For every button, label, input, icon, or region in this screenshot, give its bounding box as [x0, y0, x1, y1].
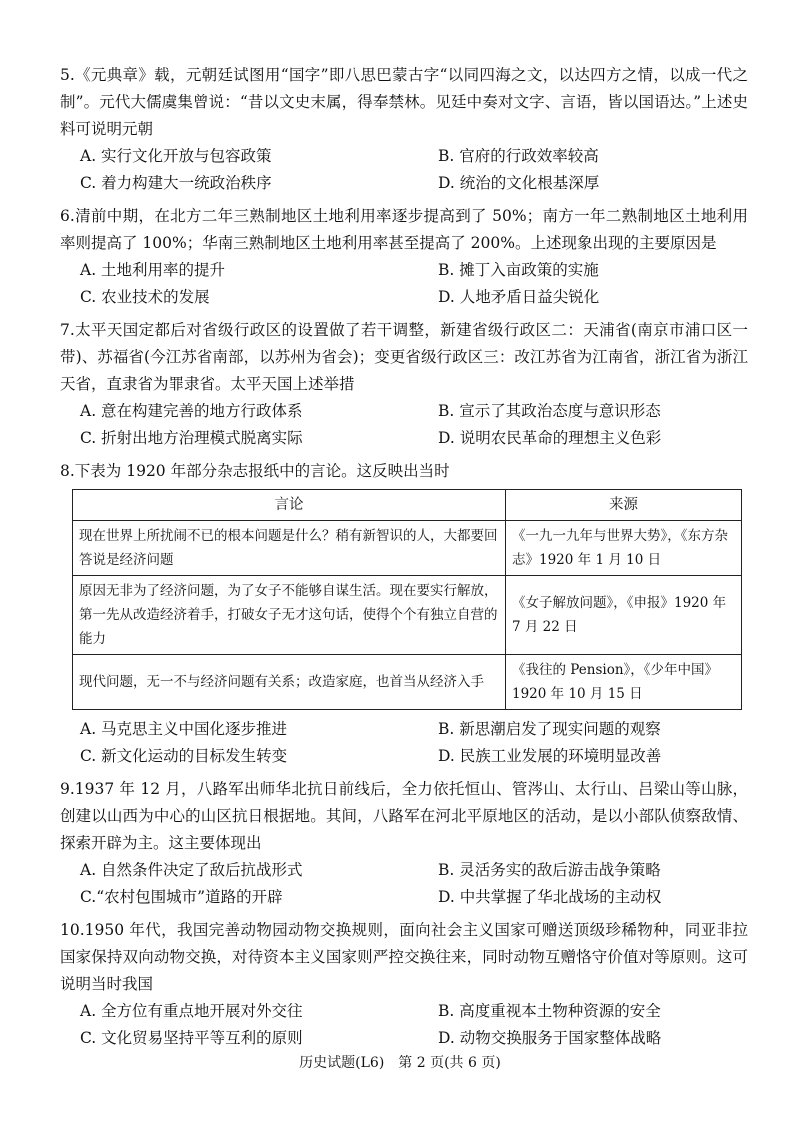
option-a: A. 意在构建完善的地方行政体系: [80, 402, 303, 420]
options-group: [60, 716, 748, 770]
question-5: [60, 62, 748, 197]
option-d: D. 动物交换服务于国家整体战略: [438, 1029, 662, 1047]
option-d: D. 说明农民革命的理想主义色彩: [438, 429, 662, 447]
option-d: D. 中共掌握了华北战场的主动权: [438, 888, 662, 906]
option-d: D. 民族工业发展的环境明显改善: [438, 747, 662, 765]
table-row: [73, 521, 742, 576]
quotes-table: [72, 489, 742, 710]
question-stem: 5.《元典章》载，元朝廷试图用“国字”即八思巴蒙古字“以同四海之文，以达四方之情，以成一代之制”。元代大儒虞集曾说：“昔以文史末属，得奉禁林。见廷中奏对文字、言语，皆以国语达。”上述史料可说明元朝: [60, 66, 748, 138]
table-header-row: [73, 490, 742, 521]
option-c: C. 农业技术的发展: [80, 288, 210, 306]
table-cell-quote: 现代问题，无一不与经济问题有关系；改造家庭，也首当从经济入手: [73, 655, 506, 710]
option-a: A. 全方位有重点地开展对外交往: [80, 1002, 303, 1020]
option-b: B. 官府的行政效率较高: [438, 147, 599, 165]
option-c: C.“农村包围城市”道路的开辟: [80, 888, 283, 906]
table-cell-source: 《女子解放问题》，《申报》1920 年 7 月 22 日: [506, 576, 742, 655]
options-group: [60, 857, 748, 911]
options-group: [60, 143, 748, 197]
question-stem: 10.1950 年代，我国完善动物园动物交换规则，面向社会主义国家可赠送顶级珍稀物种，同亚非拉国家保持双向动物交换，对待资本主义国家则严控交换往来，同时动物互赠恪守价值对等原则。这可说明当时我国: [60, 921, 748, 993]
options-group: [60, 398, 748, 452]
table-row: [73, 655, 742, 710]
question-8: [60, 458, 748, 770]
option-b: B. 新思潮启发了现实问题的观察: [438, 720, 661, 738]
options-group: [60, 998, 748, 1052]
option-a: A. 马克思主义中国化逐步推进: [80, 720, 288, 738]
question-6: [60, 203, 748, 311]
option-b: B. 高度重视本土物种资源的安全: [438, 1002, 661, 1020]
question-stem: 9.1937 年 12 月，八路军出师华北抗日前线后，全力依托恒山、管涔山、太行山、吕梁山等山脉，创建以山西为中心的山区抗日根据地。其间，八路军在河北平原地区的活动，是以小部队侦察敌情、探索开辟为主。这主要体现出: [60, 780, 748, 852]
table-header-source: 来源: [506, 490, 742, 521]
option-c: C. 着力构建大一统政治秩序: [80, 174, 272, 192]
option-b: B. 灵活务实的敌后游击战争策略: [438, 861, 661, 879]
option-c: C. 文化贸易坚持平等互利的原则: [80, 1029, 303, 1047]
table-header-quote: 言论: [73, 490, 506, 521]
question-7: [60, 317, 748, 452]
question-stem: 6.清前中期，在北方二年三熟制地区土地利用率逐步提高到了 50%；南方一年二熟制地区土地利用率则提高了 100%；华南三熟制地区土地利用率甚至提高了 200%。上述现象出现的主要原因是: [60, 207, 748, 252]
option-b: B. 宣示了其政治态度与意识形态: [438, 402, 661, 420]
option-b: B. 摊丁入亩政策的实施: [438, 261, 599, 279]
table-row: [73, 576, 742, 655]
option-a: A. 自然条件决定了敌后抗战形式: [80, 861, 303, 879]
page-footer: 历史试题(L6) 第 2 页(共 6 页): [299, 1055, 501, 1071]
question-stem: 7.太平天国定都后对省级行政区的设置做了若干调整，新建省级行政区二：天浦省(南京市浦口区一带)、苏福省(今江苏省南部，以苏州为省会)；变更省级行政区三：改江苏省为江南省，浙江省为浙江天省，直隶省为罪隶省。太平天国上述举措: [60, 321, 748, 393]
option-c: C. 新文化运动的目标发生转变: [80, 747, 288, 765]
table-cell-source: 《我往的 Pension》，《少年中国》1920 年 10 月 15 日: [506, 655, 742, 710]
table-cell-quote: 现在世界上所扰闹不已的根本问题是什么？稍有新智识的人，大都要回答说是经济问题: [73, 521, 506, 576]
option-d: D. 人地矛盾日益尖锐化: [438, 288, 600, 306]
options-group: [60, 257, 748, 311]
option-a: A. 实行文化开放与包容政策: [80, 147, 272, 165]
option-a: A. 土地利用率的提升: [80, 261, 226, 279]
question-stem: 8.下表为 1920 年部分杂志报纸中的言论。这反映出当时: [60, 462, 450, 480]
option-d: D. 统治的文化根基深厚: [438, 174, 600, 192]
question-10: [60, 917, 748, 1052]
option-c: C. 折射出地方治理模式脱离实际: [80, 429, 303, 447]
table-cell-quote: 原因无非为了经济问题，为了女子不能够自谋生活。现在要实行解放，第一先从改造经济着手，打破女子无才这句话，使得个个有独立自营的能力: [73, 576, 506, 655]
table-cell-source: 《一九一九年与世界大势》，《东方杂志》1920 年 1 月 10 日: [506, 521, 742, 576]
question-9: [60, 776, 748, 911]
